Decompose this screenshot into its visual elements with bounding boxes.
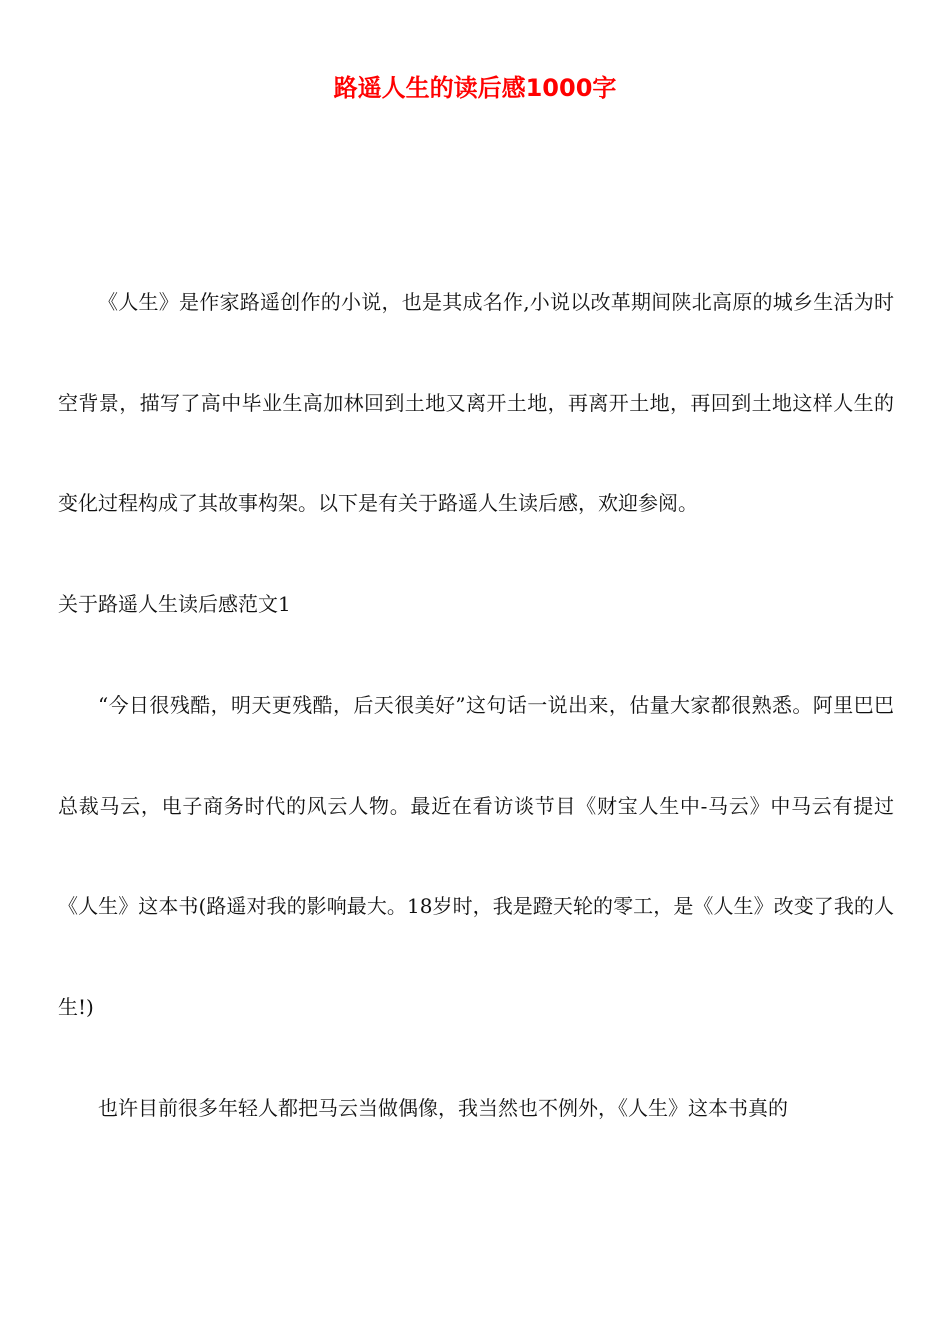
intro-paragraph: 《人生》是作家路遥创作的小说，也是其成名作,小说以改革期间陕北高原的城乡生活为时空背景，描写了高中毕业生高加林回到土地又离开土地，再离开土地，再回到土地这样人生的变化过程构成了其故事构架。以下是有关于路遥人生读后感，欢迎参阅。 [58,290,894,516]
section-heading: 关于路遥人生读后感范文1 [58,592,291,617]
body-paragraph: “今日很残酷，明天更残酷，后天很美好”这句话一说出来，估量大家都很熟悉。阿里巴巴总裁马云，电子商务时代的风云人物。最近在看访谈节目《财宝人生中-马云》中马云有提过《人生》这本书(路遥对我的影响最大。18岁时，我是蹬天轮的零工，是《人生》改变了我的人生!) [58,692,894,1019]
body-paragraph: 也许目前很多年轻人都把马云当做偶像，我当然也不例外，《人生》这本书真的 [98,1095,788,1120]
document-body [58,252,894,1158]
document-title: 路遥人生的读后感1000字 [333,74,617,102]
